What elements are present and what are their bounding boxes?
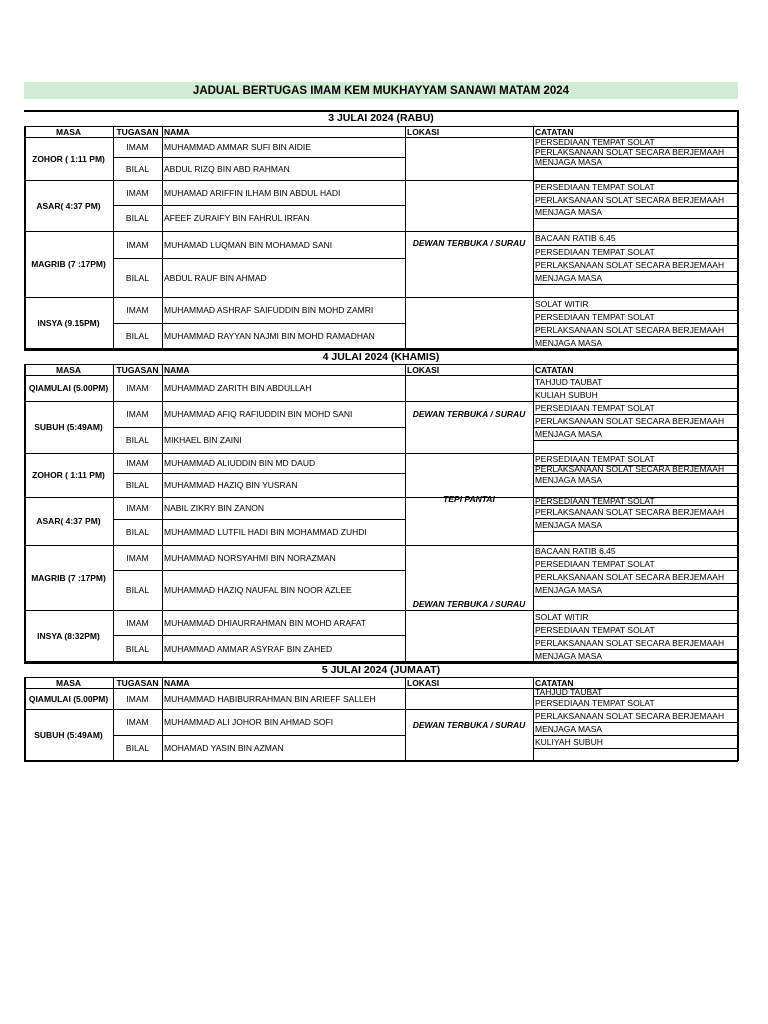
note-item: PERSEDIAAN TEMPAT SOLAT [535,182,655,192]
note-item: TAHJUD TAUBAT [535,688,603,696]
prayer-time: SUBUH (5:49AM) [34,422,103,432]
duty-role: IMAM [126,383,149,393]
note-item: PERLAKSANAAN SOLAT SECARA BERJEMAAH [535,571,725,582]
duty-role: BILAL [125,213,150,223]
note-item: MENJAGA MASA [535,474,603,485]
header-nama: NAMA [164,677,190,688]
duty-name: ABDUL RAUF BIN AHMAD [164,272,267,283]
duty-name: MUHAMMAD HABIBURRAHMAN BIN ARIEFF SALLEH [164,693,376,704]
note-item: PERLAKSANAAN SOLAT SECARA BERJEMAAH [535,324,725,335]
day-title: 5 JULAI 2024 (JUMAAT) [321,663,441,676]
prayer-time: ZOHOR ( 1:11 PM) [32,470,105,480]
note-item: TAHJUD TAUBAT [535,376,603,387]
location: DEWAN TERBUKA / SURAU [412,719,526,730]
duty-name: MUHAMMAD ALI JOHOR BIN AHMAD SOFI [164,717,334,727]
duty-role: IMAM [126,503,149,513]
note-item: KULIYAH SUBUH [535,736,603,747]
note-item: BACAAN RATIB 6.45 [535,546,616,556]
grid-line [24,349,738,351]
duty-role: BILAL [125,163,150,174]
duty-role: BILAL [125,435,150,445]
note-item: PERSEDIAAN TEMPAT SOLAT [535,311,655,322]
header-lokasi: LOKASI [407,126,440,137]
note-item: PERSEDIAAN TEMPAT SOLAT [535,624,655,635]
note-item: PERSEDIAAN TEMPAT SOLAT [535,558,655,569]
duty-name: MUHAMMAD HAZIQ NAUFAL BIN NOOR AZLEE [164,585,352,595]
grid-line [24,760,738,762]
note-item: PERLAKSANAAN SOLAT SECARA BERJEMAAH [535,194,725,205]
duty-name: MUHAMMAD AFIQ RAFIUDDIN BIN MOHD SANI [164,409,353,419]
duty-role: IMAM [126,305,149,315]
header-tugasan: TUGASAN [116,364,159,375]
header-tugasan: TUGASAN [116,126,159,137]
note-item: PERSEDIAAN TEMPAT SOLAT [535,137,655,147]
duty-role: IMAM [126,142,149,152]
note-item: MENJAGA MASA [535,723,603,734]
header-lokasi: LOKASI [407,677,440,688]
note-item: PERLAKSANAAN SOLAT SECARA BERJEMAAH [535,147,725,157]
prayer-time: SUBUH (5:49AM) [34,730,103,740]
prayer-time: MAGRIB (7 :17PM) [31,572,106,583]
note-item [533,440,738,453]
note-item: SOLAT WITIR [535,298,589,309]
duty-role: IMAM [126,239,149,250]
note-item: MENJAGA MASA [535,584,603,595]
duty-name: ABDUL RIZQ BIN ABD RAHMAN [164,163,290,174]
prayer-time: ASAR( 4:37 PM) [36,516,101,526]
page-title: JADUAL BERTUGAS IMAM KEM MUKHAYYAM SANAWI MATAM 2024 [24,82,738,99]
duty-name: MUHAMMAD DHIAURRAHMAN BIN MOHD ARAFAT [164,617,366,628]
note-item: PERSEDIAAN TEMPAT SOLAT [535,402,655,413]
location: DEWAN TERBUKA / SURAU [412,238,526,248]
duty-name: AFEEF ZURAIFY BIN FAHRUL IRFAN [164,213,310,223]
duty-role: BILAL [125,331,150,341]
duty-name: MUHAMMAD ASHRAF SAIFUDDIN BIN MOHD ZAMRI [164,305,374,315]
duty-name: MUHAMMAD RAYYAN NAJMI BIN MOHD RAMADHAN [164,331,375,341]
prayer-time: ZOHOR ( 1:11 PM) [32,153,105,164]
note-item [533,284,738,297]
note-item: PERSEDIAAN TEMPAT SOLAT [535,246,655,257]
note-item: MENJAGA MASA [535,650,603,661]
duty-role: BILAL [125,480,150,490]
note-item [533,218,738,231]
duty-name: MUHAMMAD LUTFIL HADI BIN MOHAMMAD ZUHDI [164,527,367,537]
duty-role: BILAL [125,585,150,595]
note-item [533,167,738,180]
header-masa: MASA [55,364,82,375]
note-item: PERSEDIAAN TEMPAT SOLAT [535,697,655,708]
prayer-time: QIAMULAI (5.00PM) [28,693,109,704]
location: DEWAN TERBUKA / SURAU [412,409,526,419]
location: DEWAN TERBUKA / SURAU [412,598,526,609]
note-item: MENJAGA MASA [535,519,603,530]
duty-name: MUHAMMAD ALIUDDIN BIN MD DAUD [164,458,316,468]
note-item: MENJAGA MASA [535,207,603,217]
duty-role: IMAM [126,187,149,198]
prayer-time: INSYA (8:32PM) [37,631,100,641]
duty-role: BILAL [125,272,150,283]
header-nama: NAMA [164,126,190,137]
duty-role: IMAM [126,617,149,628]
header-nama: NAMA [164,364,190,375]
day-title: 3 JULAI 2024 (RABU) [328,112,434,124]
duty-name: MUHAMMAD NORSYAHMI BIN NORAZMAN [164,552,336,563]
note-item: BACAAN RATIB 6.45 [535,233,616,243]
header-catatan: CATATAN [535,677,574,688]
note-item [533,531,738,545]
note-item [533,486,738,497]
duty-name: MUHAMAD LUQMAN BIN MOHAMAD SANI [164,239,333,250]
note-item: PERLAKSANAAN SOLAT SECARA BERJEMAAH [535,465,725,473]
duty-role: BILAL [125,643,150,654]
location: TEPI PANTAI [443,494,495,504]
note-item: MENJAGA MASA [535,272,603,283]
duty-name: MOHAMAD YASIN BIN AZMAN [164,743,284,753]
duty-role: IMAM [126,409,149,419]
duty-name: MUHAMMAD HAZIQ BIN YUSRAN [164,480,298,490]
grid-line [24,662,738,664]
note-item: PERLAKSANAAN SOLAT SECARA BERJEMAAH [535,506,725,517]
duty-name: MUHAMAD ARIFFIN ILHAM BIN ABDUL HADI [164,187,341,198]
duty-name: MUHAMMAD AMMAR SUFI BIN AIDIE [164,142,311,152]
duty-name: NABIL ZIKRY BIN ZANON [164,503,264,513]
note-item: PERSEDIAAN TEMPAT SOLAT [535,497,655,505]
prayer-time: MAGRIB (7 :17PM) [31,259,106,269]
header-lokasi: LOKASI [407,364,440,375]
note-item: MENJAGA MASA [535,428,603,439]
duty-name: MUHAMMAD AMMAR ASYRAF BIN ZAHED [164,643,333,654]
note-item: PERLAKSANAAN SOLAT SECARA BERJEMAAH [535,259,725,270]
prayer-time: QIAMULAI (5.00PM) [28,383,109,393]
header-catatan: CATATAN [535,364,574,375]
duty-role: BILAL [125,527,150,537]
duty-role: IMAM [126,458,149,468]
note-item: MENJAGA MASA [535,337,603,348]
day-title: 4 JULAI 2024 (KHAMIS) [322,350,440,363]
duty-role: IMAM [126,693,149,704]
prayer-time: INSYA (9.15PM) [37,318,100,328]
note-item: PERSEDIAAN TEMPAT SOLAT [535,454,655,464]
header-catatan: CATATAN [535,126,574,137]
duty-role: IMAM [126,717,149,727]
note-item [533,596,738,610]
header-tugasan: TUGASAN [116,677,159,688]
note-item: MENJAGA MASA [535,157,603,167]
duty-name: MUHAMMAD ZARITH BIN ABDULLAH [164,383,312,393]
duty-role: IMAM [126,552,149,563]
header-masa: MASA [55,677,82,688]
duty-name: MIKHAEL BIN ZAINI [164,435,242,445]
note-item: KULIAH SUBUH [535,389,598,400]
header-masa: MASA [55,126,82,137]
note-item: SOLAT WITIR [535,611,589,622]
prayer-time: ASAR( 4:37 PM) [36,200,101,211]
note-item: PERLAKSANAAN SOLAT SECARA BERJEMAAH [535,637,725,648]
note-item: PERLAKSANAAN SOLAT SECARA BERJEMAAH [535,415,725,426]
note-item: PERLAKSANAAN SOLAT SECARA BERJEMAAH [535,710,725,721]
grid-line [24,110,738,112]
duty-role: BILAL [125,743,150,753]
